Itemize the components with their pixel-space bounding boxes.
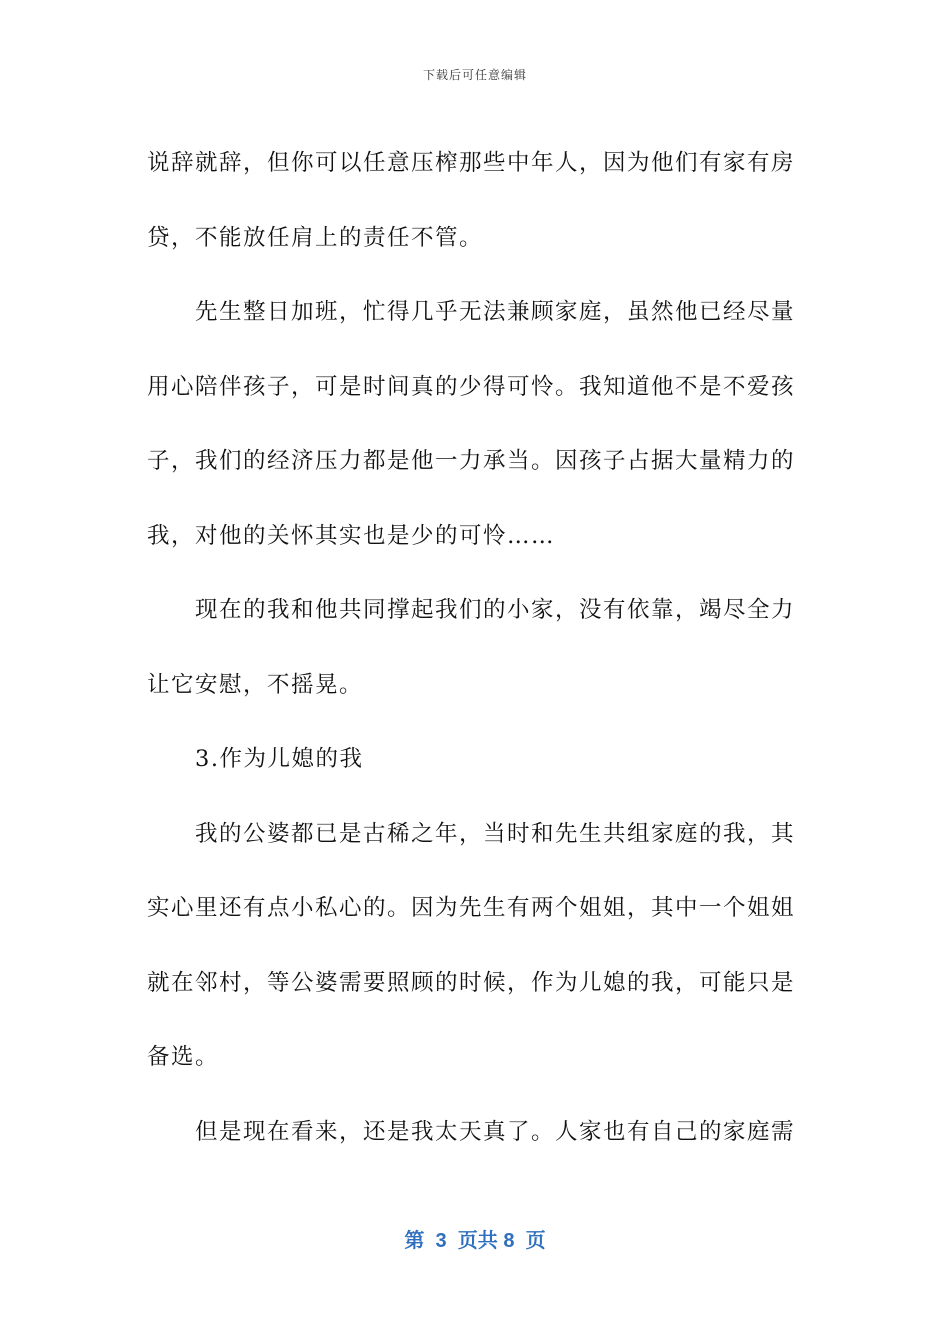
- paragraph-1: 说辞就辞，但你可以任意压榨那些中年人，因为他们有家有房贷，不能放任肩上的责任不管。: [147, 150, 796, 251]
- paragraph-4: 我的公婆都已是古稀之年，当时和先生共组家庭的我，其实心里还有点小私心的。因为先生有两个姐姐，其中一个姐姐就在邻村，等公婆需要照顾的时候，作为儿媳的我，可能只是备选。: [147, 820, 796, 1070]
- document-body: [147, 126, 795, 1169]
- page-header: 下载后可任意编辑: [422, 68, 527, 82]
- paragraph-2: 先生整日加班，忙得几乎无法兼顾家庭，虽然他已经尽量用心陪伴孩子，可是时间真的少得可怜。我知道他不是不爱孩子，我们的经济压力都是他一力承当。因孩子占据大量精力的我，对他的关怀其实也是少的可怜……: [147, 299, 796, 549]
- section-heading: 3.作为儿媳的我: [195, 746, 364, 772]
- page-footer: 第 3 页共 8 页: [404, 1230, 546, 1252]
- paragraph-5: 但是现在看来，还是我太天真了。人家也有自己的家庭需: [195, 1118, 796, 1145]
- paragraph-3: 现在的我和他共同撑起我们的小家，没有依靠，竭尽全力让它安慰，不摇晃。: [147, 597, 796, 698]
